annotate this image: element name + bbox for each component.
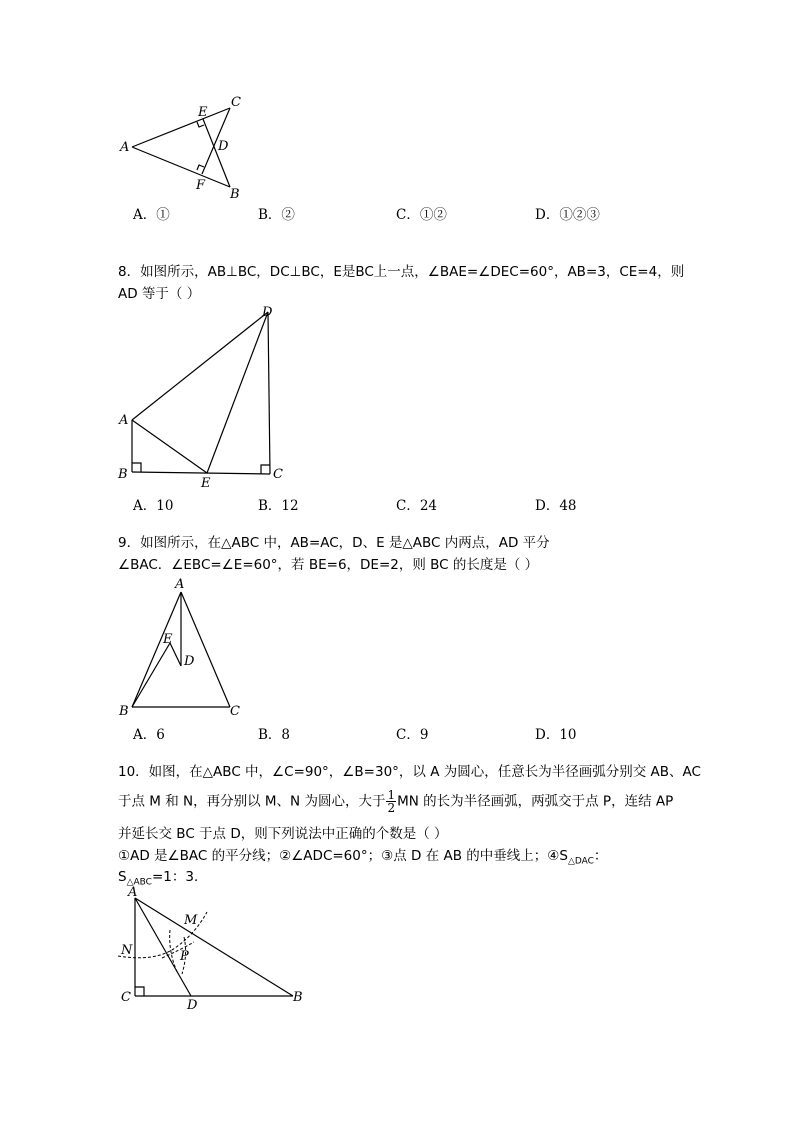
q9-option-d[interactable]: D．10 <box>535 727 577 743</box>
q10-text-line4: ①AD 是∠BAC 的平分线；②∠ADC=60°；③点 D 在 AB 的中垂线上；$④S_{\triangle DAC}$： <box>118 848 608 867</box>
label-C: C <box>231 95 241 110</box>
label-D: D <box>262 305 273 320</box>
label-M: M <box>184 913 198 928</box>
label-C: C <box>230 704 240 719</box>
q8-option-d[interactable]: D．48 <box>535 498 577 514</box>
label-P: P <box>180 949 189 964</box>
label-E: E <box>198 105 208 120</box>
q10-text-line1: 10．如图，在△ABC 中，∠C=90°，∠B=30°，以 A 为圆心，任意长为半径画弧分别交 AB、AC <box>118 764 701 780</box>
label-E: E <box>201 476 211 491</box>
label-A: A <box>175 577 185 592</box>
label-A: A <box>120 140 130 155</box>
label-B: B <box>230 187 240 202</box>
figure-q8 <box>110 300 310 495</box>
label-B: B <box>119 704 129 719</box>
label-D: D <box>187 998 198 1013</box>
label-D: D <box>184 654 195 669</box>
label-E: E <box>163 632 173 647</box>
label-C: C <box>121 990 131 1005</box>
fraction-one-half: $\frac{1}{2}$ <box>387 788 396 815</box>
q7-option-d[interactable]: D．①②③ <box>535 207 600 223</box>
figure-q9 <box>110 575 250 723</box>
q8-option-b[interactable]: B．12 <box>258 498 299 514</box>
q9-option-b[interactable]: B．8 <box>258 727 291 743</box>
q10-line2-pre: 于点 M 和 N，再分别以 M、N 为圆心，大于 <box>118 793 386 810</box>
label-N: N <box>121 943 133 958</box>
q8-text-line2: AD 等于（ ） <box>118 286 201 302</box>
q8-option-c[interactable]: C．24 <box>396 498 438 514</box>
q8-option-a[interactable]: A．10 <box>133 498 174 514</box>
q9-option-c[interactable]: C．9 <box>396 727 429 743</box>
q7-option-a[interactable]: A．① <box>133 207 170 223</box>
q10-text-line3: 并延长交 BC 于点 D，则下列说法中正确的个数是（ ） <box>118 826 448 842</box>
label-A: A <box>128 885 138 900</box>
q9-text-line1: 9．如图所示，在△ABC 中，AB=AC，D、E 是△ABC 内两点，AD 平分 <box>118 535 550 551</box>
q10-text-line5: $S_{\triangle ABC}=1$：3． <box>118 869 208 888</box>
q9-option-a[interactable]: A．6 <box>133 727 165 743</box>
figure-q7 <box>110 90 270 210</box>
label-A: A <box>119 413 129 428</box>
q9-text-line2: ∠BAC．∠EBC=∠E=60°，若 BE=6，DE=2，则 BC 的长度是（ ） <box>118 557 539 573</box>
label-D: D <box>218 139 229 154</box>
figure-q10 <box>110 882 330 1017</box>
label-C: C <box>273 467 283 482</box>
label-B: B <box>118 467 128 482</box>
q10-line2-post: MN 的长为半径画弧，两弧交于点 P，连结 AP <box>397 793 674 810</box>
label-B: B <box>293 990 303 1005</box>
q7-option-b[interactable]: B．② <box>258 207 295 223</box>
q8-text-line1: 8．如图所示，AB⊥BC，DC⊥BC，E是BC上一点，∠BAE=∠DEC=60°，AB=3，CE=4，则 <box>118 264 685 280</box>
label-F: F <box>196 178 206 193</box>
q10-text-line2 <box>118 789 673 814</box>
q7-option-c[interactable]: C．①② <box>396 207 447 223</box>
